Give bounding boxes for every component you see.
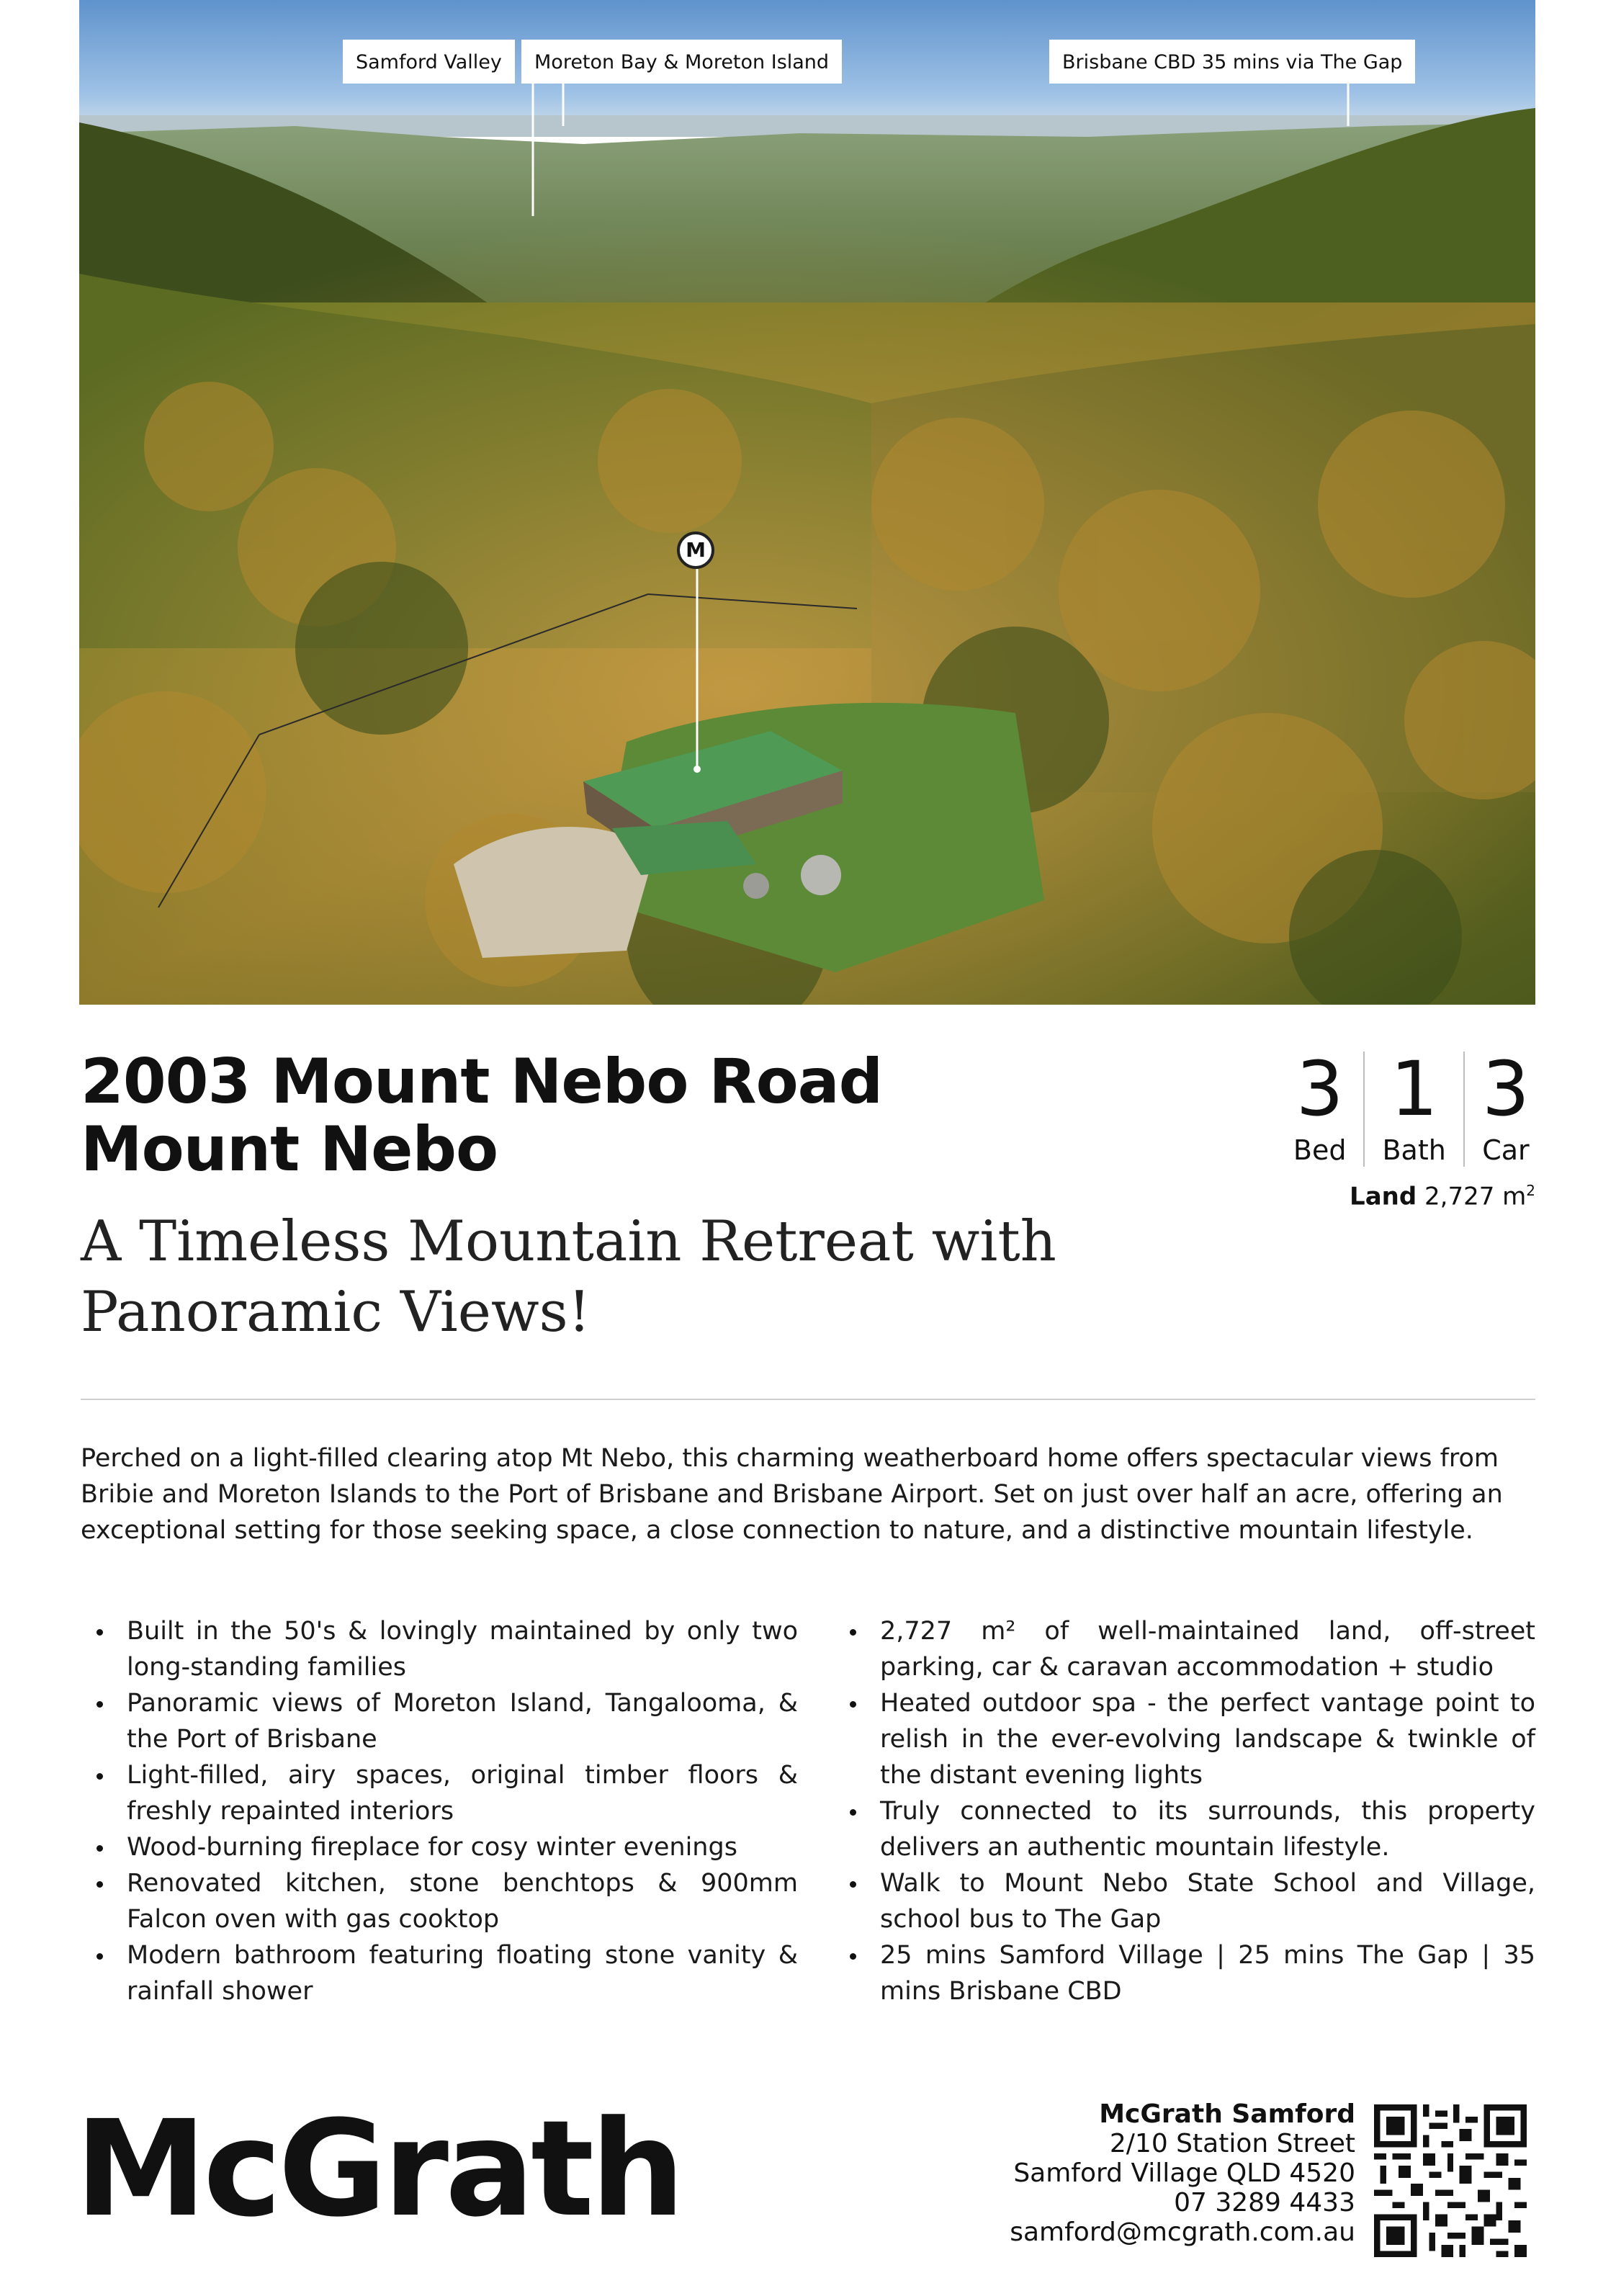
headline-line-1: A Timeless Mountain Retreat with bbox=[81, 1209, 1056, 1274]
property-address bbox=[81, 1048, 1089, 1183]
bed-count: 3 bbox=[1296, 1045, 1344, 1133]
feature-item: Heated outdoor spa - the perfect vantage point to relish in the ever-evolving landscape & twinkle of the distant evening lights bbox=[845, 1685, 1535, 1793]
car-count: 3 bbox=[1481, 1045, 1530, 1133]
office-suburb: Samford Village QLD 4520 bbox=[1013, 2158, 1355, 2188]
land-unit-superscript: 2 bbox=[1526, 1182, 1535, 1199]
land-label: Land bbox=[1350, 1182, 1417, 1211]
address-suburb: Mount Nebo bbox=[81, 1113, 498, 1185]
office-name: McGrath Samford bbox=[1099, 2099, 1355, 2129]
feature-item: Walk to Mount Nebo State School and Village, school bus to The Gap bbox=[845, 1865, 1535, 1937]
headline-line-2: Panoramic Views! bbox=[81, 1280, 591, 1345]
bath-count: 1 bbox=[1390, 1045, 1438, 1133]
intro-paragraph: Perched on a light-filled clearing atop Mt Nebo, this charming weatherboard home offers spectacular views from Bribie and Moreton Islands to the Port of Brisbane and Brisbane Airport. Set on just over half an acre, offering an exceptional setting for those seeking space, a close connection to nature, and a distinctive mountain lifestyle. bbox=[81, 1444, 1503, 1545]
address-street: 2003 Mount Nebo Road bbox=[81, 1046, 883, 1118]
car-label: Car bbox=[1482, 1134, 1530, 1166]
features-list-right bbox=[845, 1613, 1535, 2009]
feature-item: Light-filled, airy spaces, original timber floors & freshly repainted interiors bbox=[92, 1757, 798, 1829]
hero-aerial-photo bbox=[79, 0, 1535, 1005]
feature-item: Panoramic views of Moreton Island, Tangalooma, & the Port of Brisbane bbox=[92, 1685, 798, 1757]
office-phone[interactable]: 07 3289 4433 bbox=[1174, 2188, 1355, 2217]
feature-item: 25 mins Samford Village | 25 mins The Gap | 35 mins Brisbane CBD bbox=[845, 1937, 1535, 2009]
feature-item: Modern bathroom featuring floating stone vanity & rainfall shower bbox=[92, 1937, 798, 2009]
stat-car bbox=[1463, 1045, 1535, 1167]
property-headline bbox=[81, 1206, 1161, 1347]
bath-label: Bath bbox=[1382, 1134, 1446, 1166]
feature-item: Truly connected to its surrounds, this property delivers an authentic mountain lifestyle. bbox=[845, 1793, 1535, 1865]
map-pin-icon: M bbox=[677, 532, 714, 569]
property-stats bbox=[1276, 1045, 1535, 1167]
office-email[interactable]: samford@mcgrath.com.au bbox=[1010, 2217, 1355, 2247]
mcgrath-logo: McGrath bbox=[75, 2092, 682, 2246]
feature-item: Wood-burning fireplace for cosy winter evenings bbox=[92, 1829, 798, 1865]
land-value: 2,727 m bbox=[1424, 1182, 1527, 1211]
features-list-left bbox=[92, 1613, 798, 2009]
callout-brisbane-cbd: Brisbane CBD 35 mins via The Gap bbox=[1049, 40, 1415, 84]
stat-bath bbox=[1363, 1045, 1463, 1167]
qr-code-icon[interactable] bbox=[1374, 2104, 1527, 2257]
bed-label: Bed bbox=[1293, 1134, 1347, 1166]
stat-bed bbox=[1276, 1045, 1364, 1167]
section-divider bbox=[81, 1399, 1535, 1400]
office-street: 2/10 Station Street bbox=[1109, 2129, 1355, 2158]
callout-moreton-bay: Moreton Bay & Moreton Island bbox=[521, 40, 842, 84]
land-size bbox=[1350, 1176, 1535, 1211]
agency-contact bbox=[1010, 2099, 1355, 2247]
feature-item: 2,727 m² of well-maintained land, off-street parking, car & caravan accommodation + studio bbox=[845, 1613, 1535, 1685]
feature-item: Built in the 50's & lovingly maintained by only two long-standing families bbox=[92, 1613, 798, 1685]
aerial-landscape-image bbox=[79, 0, 1535, 1005]
feature-item: Renovated kitchen, stone benchtops & 900mm Falcon oven with gas cooktop bbox=[92, 1865, 798, 1937]
callout-samford-valley: Samford Valley bbox=[343, 40, 515, 84]
